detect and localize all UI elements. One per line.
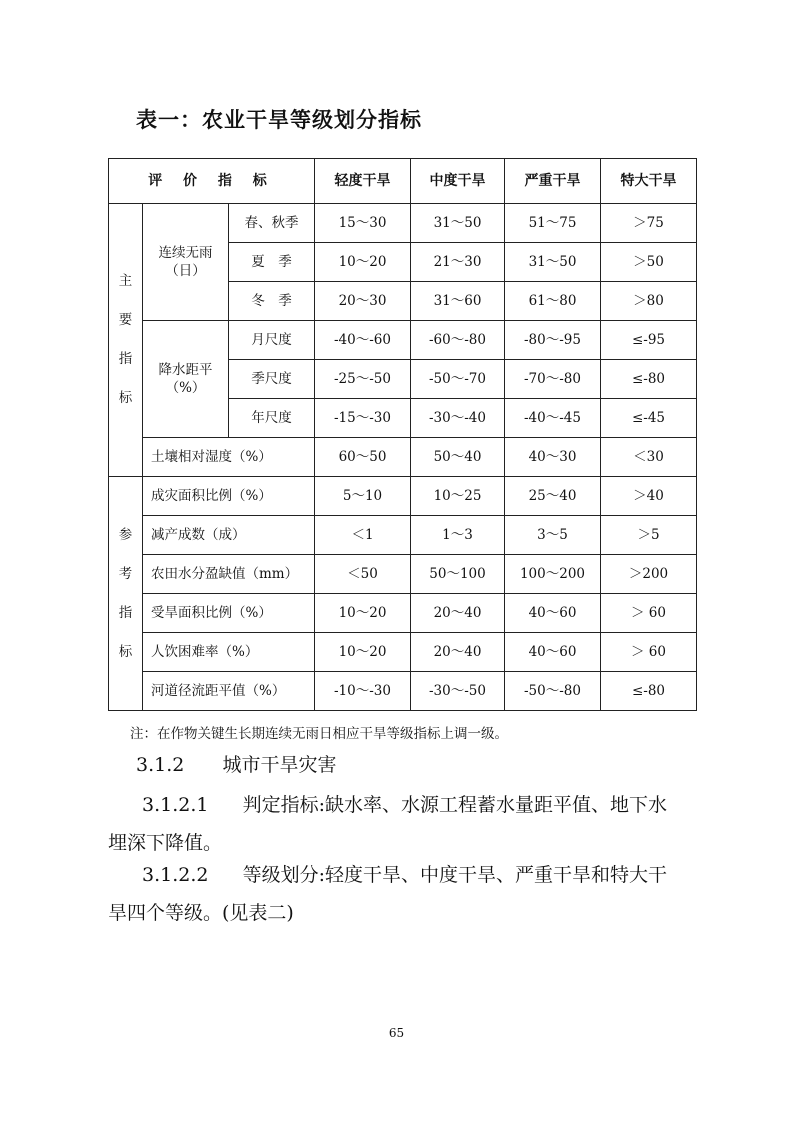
value-cell: ＞5 bbox=[601, 516, 697, 555]
value-cell: 100～200 bbox=[505, 555, 601, 594]
group-char: 考 bbox=[118, 565, 133, 582]
group-char: 标 bbox=[118, 643, 133, 660]
paragraph-line: 旱四个等级。(见表二) bbox=[108, 902, 294, 924]
value-cell: 1～3 bbox=[411, 516, 505, 555]
value-cell: ＞40 bbox=[601, 477, 697, 516]
table-note: 注：在作物关键生长期连续无雨日相应干旱等级指标上调一级。 bbox=[130, 726, 508, 742]
value-cell: -25～-50 bbox=[315, 360, 411, 399]
value-cell: ＞50 bbox=[601, 243, 697, 282]
scale-cell: 年尺度 bbox=[229, 399, 315, 438]
ref-label-cell: 受旱面积比例（%） bbox=[143, 594, 315, 633]
rain-label-line: 连续无雨 bbox=[158, 244, 213, 261]
table-header-row bbox=[109, 159, 697, 204]
value-cell: -40～-60 bbox=[315, 321, 411, 360]
item-text: 等级划分:轻度干旱、中度干旱、严重干旱和特大干 bbox=[242, 864, 667, 886]
value-cell: 20～40 bbox=[411, 594, 505, 633]
season-cell: 冬 季 bbox=[229, 282, 315, 321]
group-char: 要 bbox=[118, 312, 133, 328]
main-indicator-group bbox=[109, 204, 143, 477]
value-cell: 31～50 bbox=[411, 204, 505, 243]
section-heading bbox=[136, 746, 748, 784]
table-row bbox=[109, 594, 697, 633]
value-cell: ＞ 60 bbox=[601, 633, 697, 672]
value-cell: ＞ 60 bbox=[601, 594, 697, 633]
value-cell: -50～-70 bbox=[411, 360, 505, 399]
section-title: 城市干旱灾害 bbox=[222, 754, 337, 776]
ref-label-cell: 河道径流距平值（%） bbox=[143, 672, 315, 711]
precip-label-unit: （%） bbox=[165, 380, 206, 396]
value-cell: -80～-95 bbox=[505, 321, 601, 360]
value-cell: 20～40 bbox=[411, 633, 505, 672]
group-char: 主 bbox=[118, 273, 133, 289]
group-char: 指 bbox=[118, 604, 133, 621]
rain-days-label bbox=[143, 204, 229, 321]
value-cell: ＞200 bbox=[601, 555, 697, 594]
drought-grade-table bbox=[108, 158, 697, 711]
page-number: 65 bbox=[388, 1026, 405, 1040]
table-title: 表一：农业干旱等级划分指标 bbox=[136, 108, 422, 132]
header-grade-moderate: 中度干旱 bbox=[411, 159, 505, 204]
value-cell: 21～30 bbox=[411, 243, 505, 282]
section-number: 3.1.2 bbox=[136, 754, 185, 776]
table-row bbox=[109, 204, 697, 243]
reference-indicator-group bbox=[109, 477, 143, 711]
value-cell: 40～60 bbox=[505, 633, 601, 672]
value-cell: 31～60 bbox=[411, 282, 505, 321]
rain-label-unit: （日） bbox=[165, 263, 206, 279]
value-cell: 51～75 bbox=[505, 204, 601, 243]
value-cell: -40～-45 bbox=[505, 399, 601, 438]
item-number: 3.1.2.1 bbox=[142, 794, 209, 816]
value-cell: -50～-80 bbox=[505, 672, 601, 711]
value-cell: -15～-30 bbox=[315, 399, 411, 438]
value-cell: -60～-80 bbox=[411, 321, 505, 360]
value-cell: 5～10 bbox=[315, 477, 411, 516]
value-cell: 10～25 bbox=[411, 477, 505, 516]
precip-label-line: 降水距平 bbox=[158, 361, 213, 378]
value-cell: ≤-80 bbox=[601, 672, 697, 711]
group-char: 指 bbox=[118, 351, 133, 367]
table-row bbox=[109, 672, 697, 711]
value-cell: 3～5 bbox=[505, 516, 601, 555]
item-text: 判定指标:缺水率、水源工程蓄水量距平值、地下水 bbox=[242, 794, 667, 816]
header-grade-severe: 严重干旱 bbox=[505, 159, 601, 204]
value-cell: ＞80 bbox=[601, 282, 697, 321]
value-cell: ＜1 bbox=[315, 516, 411, 555]
value-cell: 40～30 bbox=[505, 438, 601, 477]
value-cell: -70～-80 bbox=[505, 360, 601, 399]
value-cell: 40～60 bbox=[505, 594, 601, 633]
table-row bbox=[109, 633, 697, 672]
value-cell: 60～50 bbox=[315, 438, 411, 477]
ref-label-cell: 减产成数（成） bbox=[143, 516, 315, 555]
header-grade-light: 轻度干旱 bbox=[315, 159, 411, 204]
group-char: 参 bbox=[118, 526, 133, 543]
value-cell: -30～-40 bbox=[411, 399, 505, 438]
table-row bbox=[109, 321, 697, 360]
value-cell: 31～50 bbox=[505, 243, 601, 282]
value-cell: 20～30 bbox=[315, 282, 411, 321]
precip-anomaly-label bbox=[143, 321, 229, 438]
soil-humidity-label: 土壤相对湿度（%） bbox=[143, 438, 315, 477]
value-cell: ≤-80 bbox=[601, 360, 697, 399]
table-row bbox=[109, 438, 697, 477]
value-cell: 25～40 bbox=[505, 477, 601, 516]
table-row bbox=[109, 477, 697, 516]
value-cell: -10～-30 bbox=[315, 672, 411, 711]
value-cell: ≤-95 bbox=[601, 321, 697, 360]
group-char: 标 bbox=[118, 390, 133, 406]
scale-cell: 月尺度 bbox=[229, 321, 315, 360]
ref-label-cell: 成灾面积比例（%） bbox=[143, 477, 315, 516]
value-cell: ＜50 bbox=[315, 555, 411, 594]
paragraph-item-2 bbox=[108, 856, 720, 932]
value-cell: 10～20 bbox=[315, 633, 411, 672]
table-row bbox=[109, 516, 697, 555]
value-cell: 10～20 bbox=[315, 243, 411, 282]
value-cell: ≤-45 bbox=[601, 399, 697, 438]
paragraph-line: 埋深下降值。 bbox=[108, 832, 223, 854]
value-cell: ＜30 bbox=[601, 438, 697, 477]
paragraph-line bbox=[108, 786, 720, 824]
value-cell: 50～40 bbox=[411, 438, 505, 477]
value-cell: -30～-50 bbox=[411, 672, 505, 711]
value-cell: 50～100 bbox=[411, 555, 505, 594]
paragraph-line bbox=[108, 856, 720, 894]
season-cell: 夏 季 bbox=[229, 243, 315, 282]
paragraph-item-1 bbox=[108, 786, 720, 862]
season-cell: 春、秋季 bbox=[229, 204, 315, 243]
item-number: 3.1.2.2 bbox=[142, 864, 209, 886]
scale-cell: 季尺度 bbox=[229, 360, 315, 399]
value-cell: 15～30 bbox=[315, 204, 411, 243]
header-indicator: 评 价 指 标 bbox=[109, 159, 315, 204]
value-cell: ＞75 bbox=[601, 204, 697, 243]
header-grade-extreme: 特大干旱 bbox=[601, 159, 697, 204]
ref-label-cell: 人饮困难率（%） bbox=[143, 633, 315, 672]
ref-label-cell: 农田水分盈缺值（mm） bbox=[143, 555, 315, 594]
table-row bbox=[109, 555, 697, 594]
value-cell: 10～20 bbox=[315, 594, 411, 633]
value-cell: 61～80 bbox=[505, 282, 601, 321]
